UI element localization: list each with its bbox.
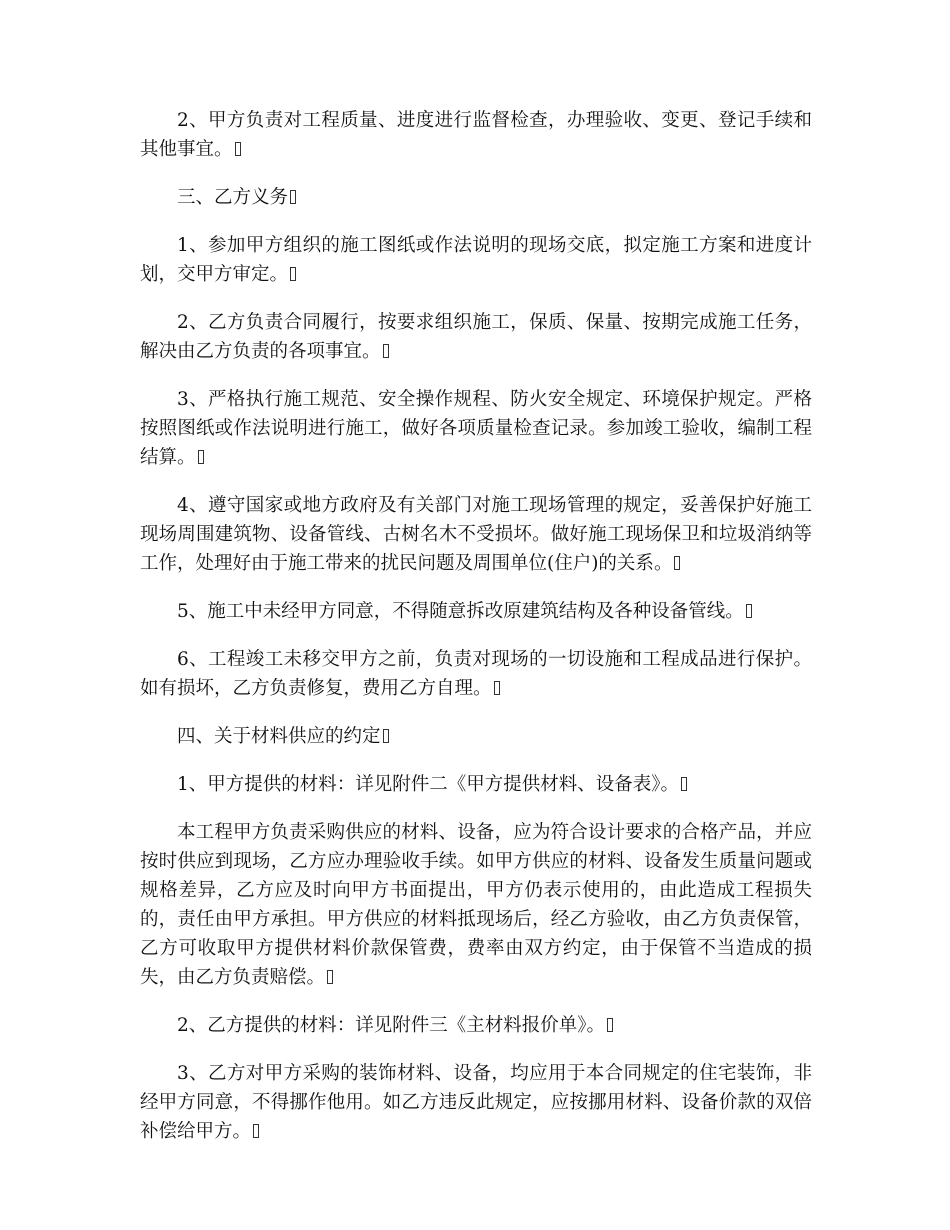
paragraph-mark-icon bbox=[327, 970, 333, 984]
document-page bbox=[140, 106, 812, 1165]
paragraph-mark-icon bbox=[198, 450, 204, 464]
paragraph bbox=[140, 308, 812, 366]
paragraph-text: 2、乙方负责合同履行，按要求组织施工，保质、保量、按期完成施工任务，解决由乙方负责的各项事宜。 bbox=[140, 312, 812, 362]
paragraph-text: 5、施工中未经甲方同意，不得随意拆改原建筑结构及各种设备管线。 bbox=[177, 601, 744, 622]
paragraph bbox=[140, 1059, 812, 1146]
paragraph-text: 2、乙方提供的材料：详见附件三《主材料报价单》。 bbox=[177, 1015, 606, 1036]
paragraph-mark-icon bbox=[235, 142, 241, 156]
paragraph bbox=[140, 491, 812, 578]
paragraph-text: 6、工程竣工未移交甲方之前，负责对现场的一切设施和工程成品进行保护。如有损坏，乙方负责修复，费用乙方自理。 bbox=[140, 649, 812, 699]
paragraph bbox=[140, 597, 812, 626]
paragraph bbox=[140, 385, 812, 472]
paragraph-mark-icon bbox=[674, 556, 680, 570]
section-heading bbox=[140, 722, 812, 751]
heading-text: 四、关于材料供应的约定 bbox=[177, 726, 381, 747]
paragraph-mark-icon bbox=[746, 604, 752, 618]
paragraph-text: 3、严格执行施工规范、安全操作规程、防火安全规定、环境保护规定。严格按照图纸或作法说明进行施工，做好各项质量检查记录。参加竣工验收，编制工程结算。 bbox=[140, 389, 812, 468]
paragraph-mark-icon bbox=[253, 1124, 259, 1138]
paragraph-mark-icon bbox=[681, 777, 687, 791]
paragraph bbox=[140, 231, 812, 289]
paragraph bbox=[140, 818, 812, 992]
paragraph bbox=[140, 770, 812, 799]
paragraph-mark-icon bbox=[607, 1018, 613, 1032]
paragraph-text: 1、甲方提供的材料：详见附件二《甲方提供材料、设备表》。 bbox=[177, 774, 680, 795]
paragraph-mark-icon bbox=[290, 190, 296, 204]
paragraph bbox=[140, 106, 812, 164]
paragraph-text: 1、参加甲方组织的施工图纸或作法说明的现场交底，拟定施工方案和进度计划，交甲方审定。 bbox=[140, 235, 812, 285]
heading-text: 三、乙方义务 bbox=[177, 187, 289, 208]
paragraph-mark-icon bbox=[290, 267, 296, 281]
section-heading bbox=[140, 183, 812, 212]
paragraph-text: 2、甲方负责对工程质量、进度进行监督检查，办理验收、变更、登记手续和其他事宜。 bbox=[140, 110, 812, 160]
paragraph-text: 3、乙方对甲方采购的装饰材料、设备，均应用于本合同规定的住宅装饰，非经甲方同意，不得挪作他用。如乙方违反此规定，应按挪用材料、设备价款的双倍补偿给甲方。 bbox=[140, 1063, 812, 1142]
paragraph-mark-icon bbox=[383, 729, 389, 743]
paragraph-text: 4、遵守国家或地方政府及有关部门对施工现场管理的规定，妥善保护好施工现场周围建筑物、设备管线、古树名木不受损坏。做好施工现场保卫和垃圾消纳等工作，处理好由于施工带来的扰民问题及周围单位(住户)的关系。 bbox=[140, 495, 812, 574]
paragraph-mark-icon bbox=[383, 344, 389, 358]
paragraph-text: 本工程甲方负责采购供应的材料、设备，应为符合设计要求的合格产品，并应按时供应到现场，乙方应办理验收手续。如甲方供应的材料、设备发生质量问题或规格差异，乙方应及时向甲方书面提出，甲方仍表示使用的，由此造成工程损失的，责任由甲方承担。甲方供应的材料抵现场后，经乙方验收，由乙方负责保管，乙方可收取甲方提供材料价款保管费，费率由双方约定，由于保管不当造成的损失，由乙方负责赔偿。 bbox=[140, 822, 812, 988]
paragraph-mark-icon bbox=[494, 681, 500, 695]
paragraph bbox=[140, 1011, 812, 1040]
paragraph bbox=[140, 645, 812, 703]
